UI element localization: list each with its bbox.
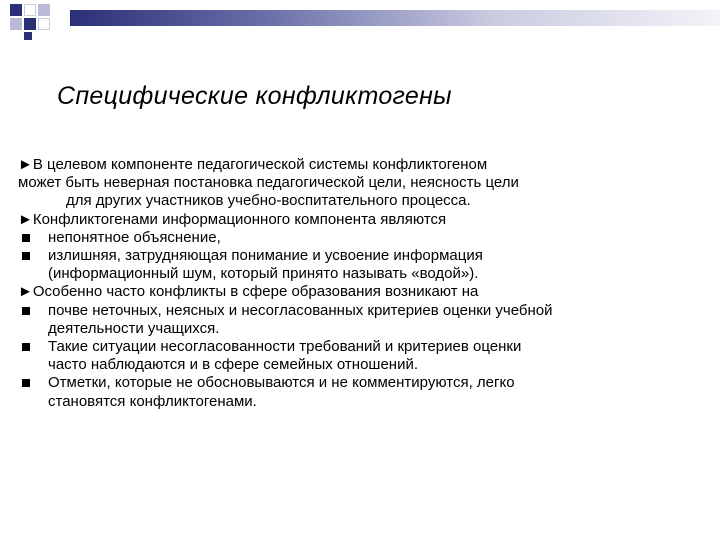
text-line: становятся конфликтогенами. — [48, 392, 257, 410]
bullet-square-icon — [22, 252, 30, 260]
decor-square-icon — [10, 18, 22, 30]
text-line: деятельности учащихся. — [48, 319, 220, 337]
list-item — [18, 247, 698, 283]
list-item — [18, 302, 698, 338]
slide-body — [18, 156, 698, 411]
paragraph-education-conflicts: ►Особенно часто конфликты в сфере образования возникают на — [18, 283, 479, 301]
header-decoration — [0, 0, 720, 40]
bullet-square-icon — [22, 234, 30, 242]
paragraph-info-component: ►Конфликтогенами информационного компонента являются — [18, 210, 447, 228]
decor-square-icon — [24, 32, 32, 40]
text-line: непонятное объяснение, — [48, 228, 221, 246]
slide-title: Специфические конфликтогены — [57, 82, 452, 110]
bullet-square-icon — [22, 343, 30, 351]
list-item — [18, 229, 698, 247]
paragraph-goal-component — [18, 156, 698, 211]
list-item — [18, 374, 698, 410]
decor-square-icon — [38, 4, 50, 16]
decor-square-icon — [10, 4, 22, 16]
text-line: часто наблюдаются и в сфере семейных отношений. — [48, 356, 419, 374]
text-line: Отметки, которые не обосновываются и не комментируются, легко — [48, 374, 515, 392]
bullet-square-icon — [22, 307, 30, 315]
decor-square-icon — [24, 4, 36, 16]
text-line: почве неточных, неясных и несогласованных критериев оценки учебной — [48, 301, 553, 319]
text-line: излишняя, затрудняющая понимание и усвоение информация — [48, 247, 483, 265]
header-gradient-bar — [70, 10, 720, 26]
text-line: Такие ситуации несогласованности требований и критериев оценки — [48, 338, 522, 356]
list-item — [18, 338, 698, 374]
bullet-square-icon — [22, 379, 30, 387]
text-line: может быть неверная постановка педагогической цели, неясность цели — [18, 174, 519, 192]
decor-square-icon — [38, 18, 50, 30]
text-line: (информационный шум, который принято называть «водой»). — [48, 265, 479, 283]
decor-square-icon — [24, 18, 36, 30]
text-line: ►В целевом компоненте педагогической системы конфликтогеном — [18, 156, 488, 173]
text-line: для других участников учебно-воспитательного процесса. — [66, 192, 471, 210]
